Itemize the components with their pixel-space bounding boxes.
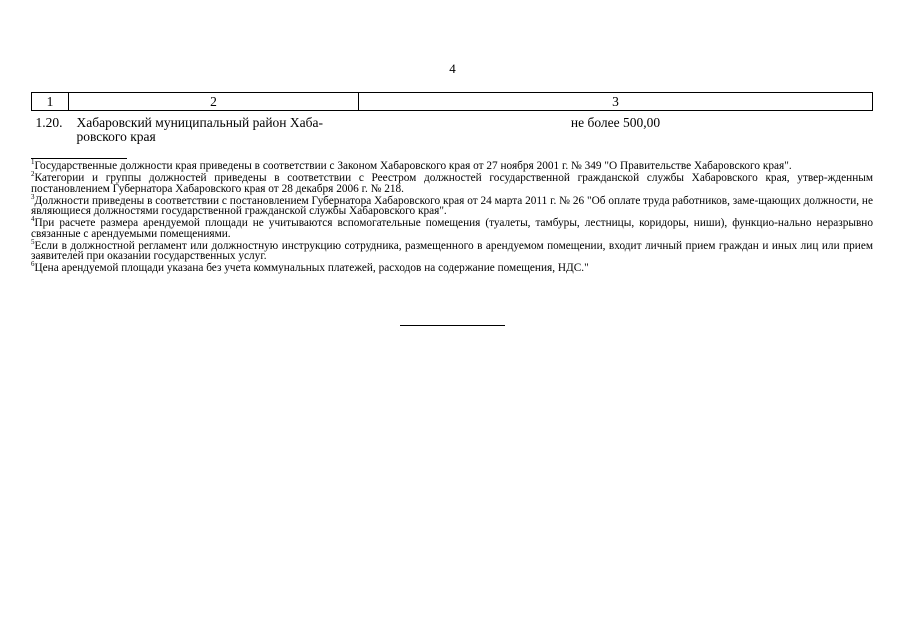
footnote-text: Если в должностной регламент или должностную инструкцию сотрудника, размещенного в арендуемом помещении, входит личный прием граждан и иных лиц или прием заявителей при оказании государственных услуг. <box>31 239 873 262</box>
footnote-text: Государственные должности края приведены в соответствии с Законом Хабаровского края от 27 ноября 2001 г. № 349 "О Правительстве Хабаровского края". <box>34 160 792 172</box>
footnote-mark: 2 <box>31 170 35 179</box>
footnote-text: При расчете размера арендуемой площади не учитываются вспомогательные помещения (туалеты, тамбуры, лестницы, коридоры, ниши), функцио-нально неразрывно связанные с арендуемыми помещениями. <box>31 217 873 240</box>
column-header-2: 2 <box>69 93 359 111</box>
footnote-text: Цена арендуемой площади указана без учета коммунальных платежей, расходов на содержание помещения, НДС." <box>34 262 589 274</box>
footnote-4 <box>31 215 873 240</box>
footnote-mark: 1 <box>31 158 35 167</box>
row-number: 1.20. <box>35 115 63 130</box>
row-value: не более 500,00 <box>570 115 661 130</box>
footnote-2 <box>31 170 873 195</box>
footnote-mark: 5 <box>31 237 35 246</box>
footnote-5 <box>31 237 873 262</box>
footnote-1 <box>31 158 873 172</box>
footnote-3 <box>31 192 873 217</box>
row-name: Хабаровский муниципальный район Хаба-ровского края <box>76 115 324 144</box>
end-of-document-line <box>400 325 505 326</box>
footnote-mark: 3 <box>31 192 35 201</box>
footnote-text: Должности приведены в соответствии с постановлением Губернатора Хабаровского края от 24 марта 2011 г. № 26 "Об оплате труда работников, заме-щающих должности, не являющиеся должностями государственной гражданской службы Хабаровского края". <box>31 194 873 217</box>
table-row <box>32 111 873 145</box>
data-table <box>31 92 873 144</box>
page-number: 4 <box>449 61 456 76</box>
footnote-mark: 4 <box>31 215 35 224</box>
footnotes <box>31 158 873 275</box>
column-header-3: 3 <box>359 93 873 111</box>
footnote-6 <box>31 260 873 274</box>
table-header-row <box>32 93 873 111</box>
footnote-separator <box>31 158 127 159</box>
footnote-mark: 6 <box>31 260 35 269</box>
column-header-1: 1 <box>32 93 69 111</box>
footnote-text: Категории и группы должностей приведены в соответствии с Реестром должностей государственной гражданской службы Хабаровского края, утвер-жденным постановлением Губернатора Хабаровского края от 28 декабря 2006 г. № 218. <box>31 172 873 195</box>
